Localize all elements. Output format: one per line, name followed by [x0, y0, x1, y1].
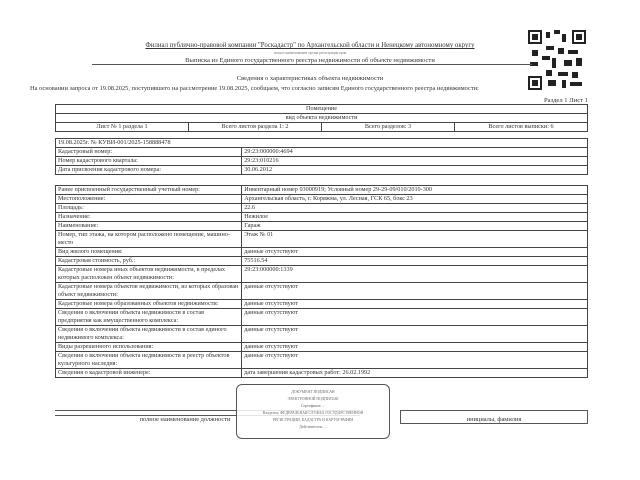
row-value: данные отсутствуют: [242, 300, 588, 309]
document-subtitle: Сведения о характеристиках объекта недвижимости: [236, 75, 384, 82]
sheets-in-section: Всего листов раздела 1: 2: [189, 123, 322, 132]
row-label: Кадастровые номера иных объектов недвижимости, в пределах которых расположен объект недвижимости:: [56, 266, 242, 283]
divider: [92, 64, 532, 65]
row-value: Инвентарный номер 03000919; Условный номер 29-29-09/010/2010-300: [242, 186, 588, 195]
table-row: [56, 195, 588, 204]
row-value: данные отсутствуют: [242, 248, 588, 257]
row-label: Виды разрешенного использования:: [56, 343, 242, 352]
row-label: Кадастровые номера объектов недвижимости, из которых образован объект недвижимости:: [56, 283, 242, 300]
characteristics-table: [55, 185, 588, 378]
identification-table: [55, 138, 588, 175]
row-label: Номер, тип этажа, на котором расположено помещение, машино-место: [56, 231, 242, 248]
row-label: Ранее присвоенный государственный учетный номер:: [56, 186, 242, 195]
table-row: [56, 204, 588, 213]
row-value: 29:23:000000:4694: [242, 148, 588, 157]
row-value: 29:23:000000:1339: [242, 266, 588, 283]
row-label: Кадастровая стоимость, руб.:: [56, 257, 242, 266]
row-value: 75516.54: [242, 257, 588, 266]
sheet-number: Лист № 1 раздела 1: [56, 123, 189, 132]
row-value: 30.06.2012: [242, 166, 588, 175]
sections-total: Всего разделов: 3: [322, 123, 455, 132]
row-label: Дата присвоения кадастрового номера:: [56, 166, 242, 175]
table-row: [56, 166, 588, 175]
row-label: Сведения о включении объекта недвижимости в состав единого недвижимого комплекса:: [56, 326, 242, 343]
sheets-total: Всего листов выписки: 6: [455, 123, 588, 132]
document-title: Выписка из Единого государственного реестра недвижимости об объекте недвижимости: [185, 57, 435, 64]
table-row: [56, 369, 588, 378]
row-label: Кадастровый номер:: [56, 148, 242, 157]
row-label: Назначение:: [56, 213, 242, 222]
row-label: Номер кадастрового квартала:: [56, 157, 242, 166]
row-label: Сведения о включении объекта недвижимости в реестр объектов культурного наследия:: [56, 352, 242, 369]
row-value: данные отсутствуют: [242, 309, 588, 326]
stamp-line: ЭЛЕКТРОННОЙ ПОДПИСЬЮ: [287, 397, 339, 401]
name-label: инициалы, фамилия: [466, 416, 522, 423]
row-value: 22.6: [242, 204, 588, 213]
object-type: Помещение: [56, 105, 588, 114]
document-number: 19.08.2025г. № КУВИ-001/2025-158888478: [56, 139, 588, 148]
row-value: Архангельская область, г. Коряжма, ул. Лесная, ГСК 65, бокс 23: [242, 195, 588, 204]
row-value: данные отсутствуют: [242, 283, 588, 300]
table-row: [56, 231, 588, 248]
table-row: [56, 352, 588, 369]
table-row: [56, 300, 588, 309]
row-label: Вид жилого помещения:: [56, 248, 242, 257]
object-type-label: вид объекта недвижимости: [56, 114, 588, 123]
table-row: [56, 309, 588, 326]
stamp-line: Сертификат: ...: [300, 404, 326, 408]
table-row: [56, 157, 588, 166]
table-row: [56, 283, 588, 300]
table-row: [56, 326, 588, 343]
table-row: [56, 213, 588, 222]
stamp-line: Действителен: ...: [299, 425, 327, 429]
row-value: Этаж № 01: [242, 231, 588, 248]
stamp-line: ДОКУМЕНТ ПОДПИСАН: [291, 390, 335, 394]
row-label: Местоположение:: [56, 195, 242, 204]
org-name: Филиал публично-правовой компании "Роскадастр" по Архангельской области и Ненецкому автономному округу: [145, 42, 475, 49]
object-type-table: [55, 104, 588, 132]
table-row: [56, 248, 588, 257]
row-label: Площадь:: [56, 204, 242, 213]
row-value: данные отсутствуют: [242, 326, 588, 343]
intro-text: На основании запроса от 19.08.2025, поступившего на рассмотрение 19.08.2025, сообщаем, что согласно записям Единого государственного реестра недвижимости:: [30, 85, 479, 92]
row-value: 29:23:010216: [242, 157, 588, 166]
row-value: данные отсутствуют: [242, 343, 588, 352]
row-label: Кадастровые номера образованных объектов недвижимости:: [56, 300, 242, 309]
section-label: Раздел 1 Лист 1: [544, 97, 588, 104]
table-row: [56, 148, 588, 157]
position-label: полное наименование должности: [139, 416, 231, 423]
row-value: Гараж: [242, 222, 588, 231]
row-value: Нежилое: [242, 213, 588, 222]
qr-code: [528, 30, 586, 90]
row-label: Сведения о включении объекта недвижимости в состав предприятия как имущественного комплекса:: [56, 309, 242, 326]
stamp-line: РЕГИСТРАЦИИ, КАДАСТРА И КАРТОГРАФИИ: [272, 418, 354, 422]
row-label: Наименование:: [56, 222, 242, 231]
row-value: дата завершения кадастровых работ: 26.02.1992: [242, 369, 588, 378]
table-row: [56, 222, 588, 231]
electronic-signature-stamp: [236, 384, 390, 439]
row-value: данные отсутствуют: [242, 352, 588, 369]
table-row: [56, 186, 588, 195]
table-row: [56, 343, 588, 352]
table-row: [56, 257, 588, 266]
stamp-line: Владелец: ФЕДЕРАЛЬНАЯ СЛУЖБА ГОСУДАРСТВЕННОЙ: [262, 411, 364, 415]
row-label: Сведения о кадастровой инженере:: [56, 369, 242, 378]
table-row: [56, 266, 588, 283]
org-caption: полное наименование органа регистрации прав: [273, 51, 347, 55]
